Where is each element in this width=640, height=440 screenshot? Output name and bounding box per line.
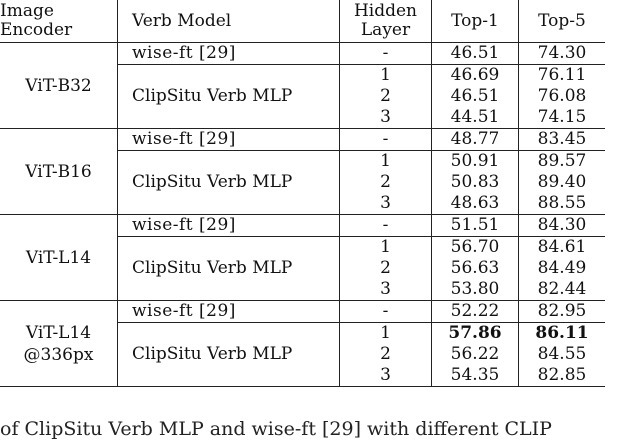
top5-cell: 84.30 (519, 215, 606, 237)
top1-cell: 54.35 (432, 365, 519, 387)
hidden-layer-cell: 2 (340, 172, 432, 193)
top1-cell: 56.70 (432, 237, 519, 259)
verb-model-name: wise-ft [29] (132, 43, 236, 63)
hidden-layer-cell: 1 (340, 151, 432, 173)
hidden-layer-cell: 2 (340, 258, 432, 279)
verb-model-name: ClipSitu Verb MLP (132, 344, 293, 364)
verb-model-name: ClipSitu Verb MLP (132, 86, 293, 106)
top1-cell: 52.22 (432, 301, 519, 323)
verb-model-name: ClipSitu Verb MLP (132, 172, 293, 192)
top5-cell: 82.44 (519, 279, 606, 301)
verb-model-cell (118, 215, 340, 237)
header-verb-model-label: Verb Model (132, 10, 232, 31)
top5-cell: 82.85 (519, 365, 606, 387)
encoder-line2: @336px (23, 344, 94, 365)
top1-cell: 56.63 (432, 258, 519, 279)
top1-cell: 53.80 (432, 279, 519, 301)
top5-cell: 76.08 (537, 86, 587, 106)
top5-cell: 82.95 (519, 301, 606, 323)
header-top5: Top-5 (519, 0, 606, 43)
top5-cell: 84.61 (537, 237, 587, 257)
encoder-line1: ViT-L14 (25, 322, 92, 343)
top5-cell: 74.30 (519, 43, 606, 65)
hidden-layer-cell: - (340, 215, 432, 237)
hidden-layer-cell: - (340, 129, 432, 151)
top1-cell: 51.51 (432, 215, 519, 237)
top1-cell: 46.69 (432, 65, 519, 87)
top5-cell: 84.49 (537, 258, 587, 278)
verb-model-name: ClipSitu Verb MLP (132, 258, 293, 278)
encoder-name (0, 43, 118, 129)
header-top1: Top-1 (432, 0, 519, 43)
top1-cell: 50.91 (432, 151, 519, 173)
table-row (0, 129, 605, 151)
hidden-layer-cell: 1 (340, 237, 432, 259)
header-row (0, 0, 605, 43)
encoder-line1: ViT-L14 (25, 247, 92, 268)
hidden-layer-cell: 2 (340, 344, 432, 365)
header-encoder-line1: Image (0, 1, 54, 21)
hidden-layer-cell: 3 (340, 193, 432, 215)
encoder-name (0, 129, 118, 215)
encoder-name (0, 301, 118, 387)
top1-cell: 48.63 (432, 193, 519, 215)
hidden-layer-cell: 1 (340, 323, 432, 345)
verb-model-cell (118, 129, 340, 151)
verb-model-cell (118, 151, 340, 215)
header-encoder-line2: Encoder (0, 20, 73, 40)
hidden-layer-cell: - (340, 301, 432, 323)
top5-cell: 83.45 (519, 129, 606, 151)
table-caption: of ClipSitu Verb MLP and wise-ft [29] with different CLIP (0, 418, 552, 440)
hidden-layer-cell: 2 (340, 86, 432, 107)
top5-cell: 89.40 (537, 172, 587, 192)
header-hidden-layer (340, 0, 432, 43)
hidden-layer-cell: 1 (340, 65, 432, 87)
top5-cell: 84.55 (537, 344, 587, 364)
top5-cell: 74.15 (519, 107, 606, 129)
verb-model-cell (118, 65, 340, 129)
top1-cell: 50.83 (432, 172, 519, 193)
top1-cell: 44.51 (432, 107, 519, 129)
table-row (0, 43, 605, 65)
verb-model-cell (118, 43, 340, 65)
table-row (0, 301, 605, 323)
hidden-layer-cell: 3 (340, 279, 432, 301)
top1-cell: 46.51 (432, 43, 519, 65)
table-row (0, 215, 605, 237)
table-body (0, 43, 605, 387)
top5-cell: 76.11 (537, 65, 587, 85)
hidden-layer-cell: - (340, 43, 432, 65)
top5-cell: 86.11 (535, 323, 589, 343)
header-hidden-line1: Hidden (353, 1, 418, 21)
top1-cell: 56.22 (432, 344, 519, 365)
verb-model-name: wise-ft [29] (132, 215, 236, 235)
header-verb-model (118, 0, 340, 43)
verb-model-cell (118, 301, 340, 323)
encoder-name (0, 215, 118, 301)
hidden-layer-cell: 3 (340, 365, 432, 387)
top1-cell: 48.77 (432, 129, 519, 151)
header-image-encoder (0, 0, 118, 43)
verb-model-cell (118, 323, 340, 387)
encoder-line1: ViT-B32 (25, 75, 92, 96)
top1-cell: 46.51 (432, 86, 519, 107)
encoder-line1: ViT-B16 (25, 161, 92, 182)
top5-cell: 88.55 (519, 193, 606, 215)
top5-cell: 89.57 (537, 151, 587, 171)
verb-model-name: wise-ft [29] (132, 301, 236, 321)
header-hidden-line2: Layer (360, 20, 411, 40)
verb-model-cell (118, 237, 340, 301)
hidden-layer-cell: 3 (340, 107, 432, 129)
top1-cell: 57.86 (432, 323, 519, 345)
verb-model-name: wise-ft [29] (132, 129, 236, 149)
